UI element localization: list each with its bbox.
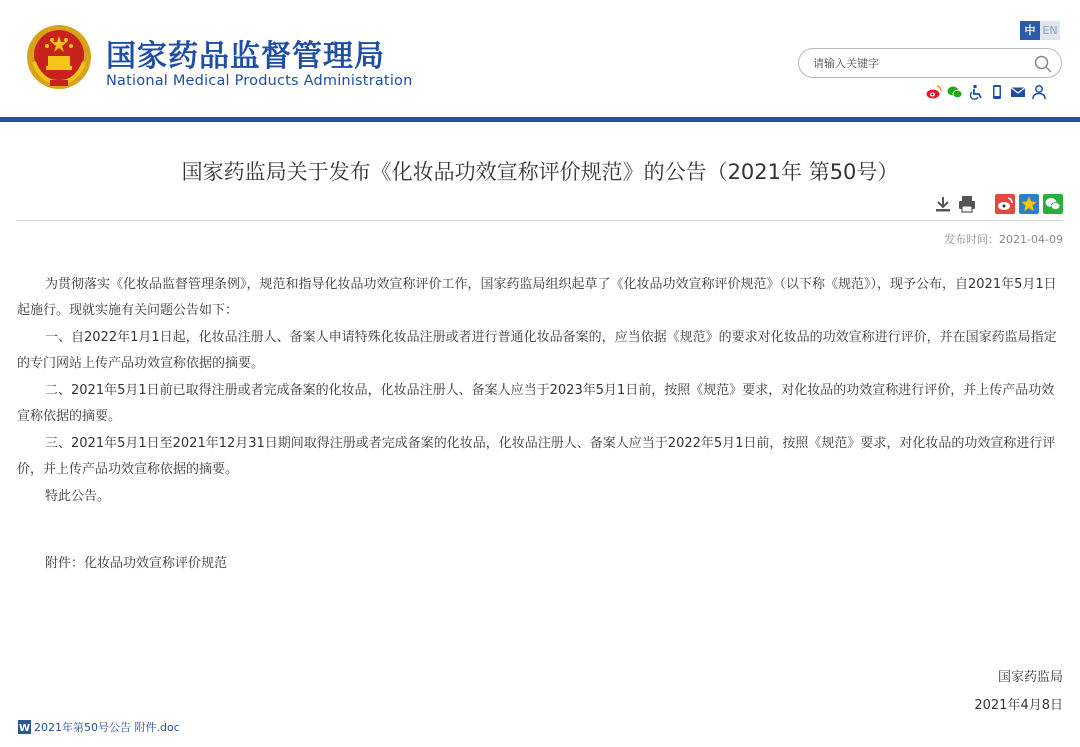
paragraph-intro: 为贯彻落实《化妆品监督管理条例》，规范和指导化妆品功效宣称评价工作，国家药监局组织起草了《化妆品功效宣称评价规范》（以下称《规范》），现予公布，自2021年5月1日起施行。现就实施有关问题公告如下： — [17, 277, 1057, 318]
weibo-share-icon[interactable] — [995, 194, 1015, 214]
org-name-en: National Medical Products Administration — [106, 73, 413, 89]
mail-icon[interactable] — [1010, 84, 1026, 100]
national-emblem-icon — [26, 24, 92, 90]
page-title: 国家药监局关于发布《化妆品功效宣称评价规范》的公告（2021年 第50号） — [181, 160, 899, 184]
attachment-filename[interactable]: 2021年第50号公告 附件.doc — [34, 721, 180, 734]
paragraph-closing: 特此公告。 — [45, 489, 111, 504]
paragraph-2: 二、2021年5月1日前已取得注册或者完成备案的化妆品，化妆品注册人、备案人应当于2023年5月1日前，按照《规范》要求，对化妆品的功效宣称进行评价，并上传产品功效宣称依据的摘要。 — [17, 383, 1055, 424]
paragraph-3: 三、2021年5月1日至2021年12月31日期间取得注册或者完成备案的化妆品，化妆品注册人、备案人应当于2022年5月1日前，按照《规范》要求，对化妆品的功效宣称进行评价，并上传产品功效宣称依据的摘要。 — [17, 436, 1056, 477]
lang-zh-button[interactable]: 中 — [1020, 21, 1040, 40]
language-switch — [1020, 21, 1060, 40]
user-icon[interactable] — [1031, 84, 1047, 100]
header-tools — [926, 84, 1047, 100]
attachment-link[interactable] — [18, 719, 180, 735]
accessibility-icon[interactable] — [968, 84, 984, 100]
publish-date: 发布时间：2021-04-09 — [944, 233, 1063, 246]
lang-en-button[interactable]: EN — [1040, 21, 1060, 40]
org-name-cn: 国家药品监督管理局 — [106, 39, 385, 74]
wechat-share-icon[interactable] — [1043, 194, 1063, 214]
share-bar — [933, 194, 1063, 214]
attachment-label: 附件：化妆品功效宣称评价规范 — [45, 556, 228, 571]
header-divider — [0, 117, 1080, 122]
mobile-icon[interactable] — [989, 84, 1005, 100]
qzone-share-icon[interactable] — [1019, 194, 1039, 214]
site-header — [0, 0, 1080, 118]
search-input[interactable] — [813, 54, 1023, 72]
paragraph-1: 一、自2022年1月1日起，化妆品注册人、备案人申请特殊化妆品注册或者进行普通化妆品备案的，应当依据《规范》的要求对化妆品的功效宣称进行评价，并在国家药监局指定的专门网站上传产品功效宣称依据的摘要。 — [17, 330, 1057, 371]
article-body — [17, 272, 1063, 511]
weibo-icon[interactable] — [926, 84, 942, 100]
print-icon[interactable] — [957, 194, 977, 214]
signature-org: 国家药监局 — [997, 670, 1063, 685]
title-divider — [16, 220, 1063, 221]
download-icon[interactable] — [933, 194, 953, 214]
svg-text:W: W — [18, 723, 31, 734]
search-icon[interactable] — [1033, 54, 1053, 74]
word-doc-icon — [18, 720, 31, 734]
signature-date: 2021年4月8日 — [974, 698, 1063, 713]
search-box — [798, 48, 1062, 78]
wechat-icon[interactable] — [947, 84, 963, 100]
